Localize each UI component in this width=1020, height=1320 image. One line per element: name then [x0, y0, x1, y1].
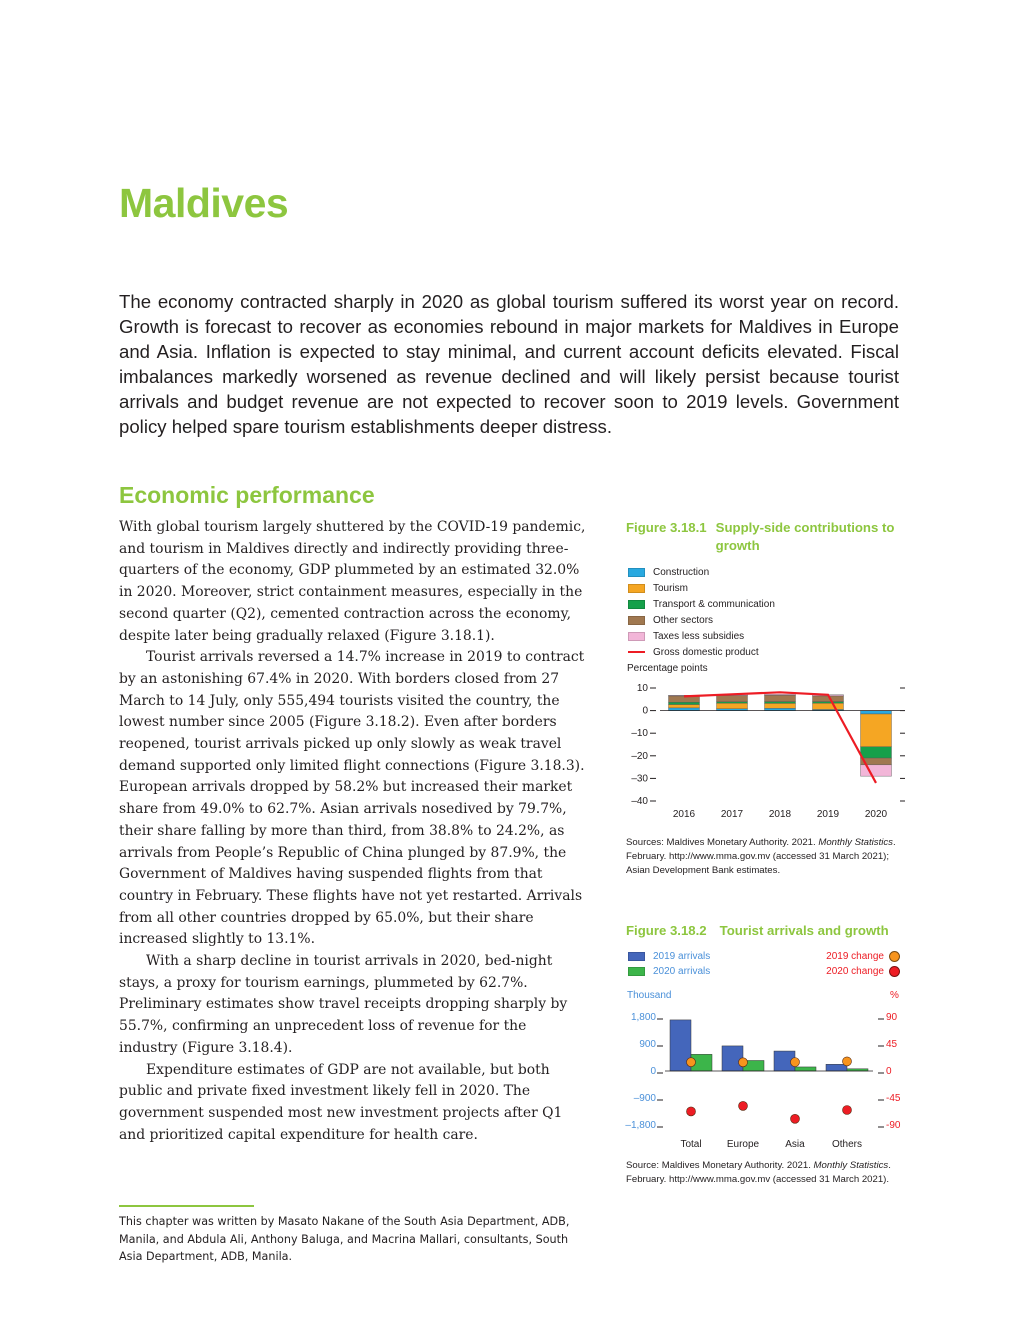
right-tick-label: 0 — [886, 1066, 892, 1077]
x-tick-label: 2016 — [672, 809, 696, 820]
bar-segment — [717, 695, 748, 701]
legend-swatch — [628, 568, 645, 577]
bar-segment — [717, 703, 748, 709]
source-italic: Monthly Statistics — [813, 1160, 889, 1171]
figure2-right-unit: % — [890, 990, 899, 1001]
growth-point — [843, 1106, 852, 1115]
bar — [722, 1046, 743, 1071]
x-tick-label: 2020 — [864, 809, 888, 820]
legend-item — [628, 596, 775, 612]
legend-label: 2019 change — [826, 951, 884, 962]
figure2-number: Figure 3.18.2 — [626, 923, 707, 938]
body-text — [119, 517, 587, 1146]
figure2-chart — [615, 1005, 915, 1155]
legend-swatch — [628, 584, 645, 593]
footnote: This chapter was written by Masato Nakane of the South Asia Department, ADB, Manila, and Abdula Ali, Anthony Baluga, and Macrina Mallari, consultants, South Asia Department, ADB, Manila. — [119, 1215, 570, 1263]
legend-item — [628, 628, 775, 644]
growth-point — [739, 1101, 748, 1110]
bar-segment — [813, 702, 844, 704]
figure1-number: Figure 3.18.1 — [626, 520, 707, 535]
left-tick-label: –1,800 — [625, 1120, 656, 1131]
source-italic: Monthly Statistics — [818, 837, 893, 848]
footnote-rule — [119, 1205, 254, 1207]
source-text: Source: Maldives Monetary Authority. 2021. — [626, 1160, 814, 1171]
left-tick-label: 900 — [639, 1039, 656, 1050]
left-tick-label: –900 — [633, 1093, 656, 1104]
bar-segment — [861, 765, 892, 776]
x-tick-label: Asia — [785, 1139, 805, 1150]
legend-label: Construction — [653, 566, 710, 578]
bar-segment — [765, 703, 796, 708]
legend-swatch — [628, 600, 645, 609]
bar-segment — [669, 704, 700, 707]
bar-segment — [669, 702, 700, 704]
growth-point — [791, 1058, 800, 1067]
bar — [826, 1064, 847, 1071]
y-tick-label: 0 — [642, 705, 648, 717]
figure1-legend — [628, 564, 775, 660]
source-text: . February. http://www.mma.gov.mv (accessed 31 March 2021); Asian Development Bank estimates. — [626, 837, 896, 876]
growth-point — [687, 1107, 696, 1116]
source-text: Sources: Maldives Monetary Authority. 2021. — [626, 837, 819, 848]
bar-segment — [717, 702, 748, 703]
page-title: Maldives — [119, 180, 289, 226]
bar-segment — [861, 747, 892, 758]
figure2-legend-right — [780, 949, 900, 979]
x-tick-label: 2017 — [720, 809, 744, 820]
right-tick-label: -45 — [886, 1093, 901, 1104]
legend-item — [628, 564, 775, 580]
left-tick-label: 0 — [650, 1066, 656, 1077]
legend-item — [628, 949, 710, 964]
figure2-title — [626, 922, 889, 940]
figure2-left-unit: Thousand — [627, 990, 672, 1001]
figure1-title — [626, 519, 906, 555]
x-tick-label: Total — [680, 1139, 702, 1150]
legend-label: Gross domestic product — [653, 646, 759, 658]
bar-segment — [813, 703, 844, 709]
legend-dot — [889, 966, 900, 977]
legend-label: 2019 arrivals — [653, 951, 711, 962]
legend-swatch — [628, 952, 645, 961]
bar — [795, 1067, 816, 1071]
y-tick-label: –40 — [631, 796, 648, 807]
legend-item — [628, 964, 710, 979]
legend-swatch — [628, 632, 645, 641]
bar-segment — [669, 708, 700, 711]
y-tick-label: –10 — [631, 728, 648, 740]
growth-point — [791, 1114, 800, 1123]
bar-segment — [765, 702, 796, 704]
right-tick-label: -90 — [886, 1120, 901, 1131]
legend-label: Transport & communication — [653, 598, 775, 610]
section-heading: Economic performance — [119, 482, 375, 508]
bar-segment — [765, 694, 796, 695]
figure2-title-text: Tourist arrivals and growth — [719, 923, 889, 938]
legend-swatch — [628, 616, 645, 625]
growth-point — [739, 1058, 748, 1067]
legend-line — [628, 651, 645, 653]
growth-point — [843, 1057, 852, 1066]
paragraph: Expenditure estimates of GDP are not available, but both public and private fixed investment likely fell in 2020. The government suspended most new investment projects after Q1 and prioritized capital expenditure for health care. — [119, 1061, 563, 1143]
y-tick-label: –30 — [631, 773, 648, 785]
figure1-title-text: Supply-side contributions to growth — [715, 520, 895, 553]
paragraph: Tourist arrivals reversed a 14.7% increase in 2019 to contract by an astonishing 67.4% in 2020. With borders closed from 27 March to 14 July, only 555,494 tourists visited the country, the lowest number since 2005 (Figure 3.18.2). Even after borders reopened, tourist arrivals picked up only slowly as weak travel demand supported only limited flight connections (Figure 3.18.3). European arrivals dropped by 58.2% but increased their market share from 49.0% to 62.7%. Asian arrivals nosedived by 79.7%, their share falling by more than third, from 38.8% to 24.2%, as arrivals from People’s Republic of China plunged by 87.9%, the Government of Maldives having suspended flights from that country in February. These flights have not yet restarted. Arrivals from all other countries dropped by 65.0%, but their share increased slightly to 13.1%. — [119, 649, 585, 948]
legend-item — [628, 580, 775, 596]
figure1-source — [626, 836, 906, 878]
legend-label: Taxes less subsidies — [653, 630, 745, 642]
left-tick-label: 1,800 — [630, 1012, 656, 1023]
legend-label: 2020 change — [826, 966, 884, 977]
figure1-chart — [615, 678, 915, 828]
paragraph: With a sharp decline in tourist arrivals in 2020, bed-night stays, a proxy for tourism earnings, plummeted by 62.7%. Preliminary estimates show travel receipts dropping sharply by 55.7%, confirming an unprecedent loss of revenue for the industry (Figure 3.18.4). — [119, 953, 568, 1056]
legend-item — [628, 612, 775, 628]
bar-segment — [765, 695, 796, 701]
y-tick-label: 10 — [636, 683, 648, 694]
bar-segment — [861, 711, 892, 714]
legend-item — [780, 964, 900, 979]
growth-point — [687, 1058, 696, 1067]
figure2-source — [626, 1159, 906, 1187]
bar-segment — [861, 714, 892, 747]
right-tick-label: 90 — [886, 1012, 898, 1023]
legend-swatch — [628, 967, 645, 976]
legend-item — [628, 644, 775, 660]
figure2-legend-left — [628, 949, 710, 979]
x-tick-label: 2019 — [816, 809, 840, 820]
x-tick-label: Europe — [726, 1139, 760, 1150]
source-text: . February. http://www.mma.gov.mv (accessed 31 March 2021). — [626, 1160, 891, 1185]
y-tick-label: –20 — [631, 750, 648, 762]
legend-item — [780, 949, 900, 964]
figure1-unit-label: Percentage points — [627, 663, 708, 674]
legend-dot — [889, 951, 900, 962]
abstract: The economy contracted sharply in 2020 as global tourism suffered its worst year on record. Growth is forecast to recover as economies rebound in major markets for Maldives in Europe and Asia. Inflation is expected to stay minimal, and current account deficits elevated. Fiscal imbalances markedly worsened as revenue declined and will likely persist because tourist arrivals and budget revenue are not expected to recover soon to 2019 levels. Government policy helped spare tourism establishments deeper distress. — [119, 291, 899, 437]
paragraph: With global tourism largely shuttered by the COVID-19 pandemic, and tourism in Maldives directly and indirectly providing three-quarters of the economy, GDP plummeted by an estimated 32.0% in 2020. Moreover, strict containment measures, especially in the second quarter (Q2), cemented contraction across the economy, despite later being gradually relaxed (Figure 3.18.1). — [119, 519, 586, 644]
legend-label: 2020 arrivals — [653, 966, 711, 977]
legend-label: Other sectors — [653, 614, 714, 626]
legend-label: Tourism — [653, 582, 689, 594]
x-tick-label: Others — [831, 1139, 863, 1150]
x-tick-label: 2018 — [768, 809, 792, 820]
right-tick-label: 45 — [886, 1039, 898, 1050]
